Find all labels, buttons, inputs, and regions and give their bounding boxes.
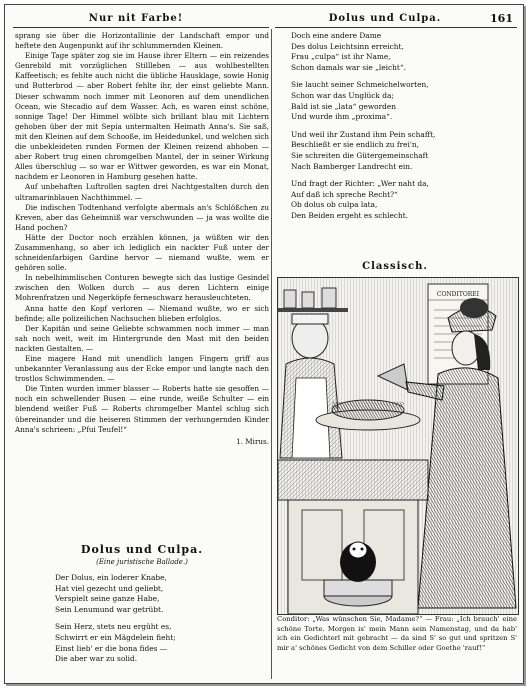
poem-line: Frau „culpa“ ist ihr Name, xyxy=(291,52,391,62)
story-paragraph: sprang sie über die Horizontallinie der Landschaft empor und heftete den Augenpunkt auf ihr schlummernden Kleinen. xyxy=(15,31,269,51)
poem-subtitle: (Eine juristische Ballade.) xyxy=(96,558,188,566)
poem-line: Und wurde ihm „proxima“. xyxy=(291,112,393,122)
story-paragraph: Eine magere Hand mit unendlich langen Fingern griff aus unbekannter Veranlassung aus der Ecke empor und langte nach den trostlos Schwimmenden. — xyxy=(15,354,269,384)
engraving-illustration xyxy=(277,277,519,615)
poem-line: Ob dolus ob culpa lata, xyxy=(291,200,378,210)
story-paragraph: Anna hatte den Kopf verloren — Niemand wußte, wo er sich befinde; alle polizeilichen Nachsuchen blieben erfolglos. xyxy=(15,303,269,323)
author-signature: 1. Mirus. xyxy=(236,436,269,446)
poem-line: Bald ist sie „lata“ geworden xyxy=(291,101,397,111)
illustration-title: Classisch. xyxy=(362,261,428,272)
story-paragraph: Die Tinten wurden immer blasser — Roberts hatte sie gesoffen — noch ein schwellender Busen — eine runde, weiße Schulter — ein blendend weißer Fuß — Roberts chromgelber Mantel schlug sich übereinander und die heiseren Stimmen der verhungernden Kinder Anna's schrieen: „Pfui Teufel!“ xyxy=(15,384,269,434)
poem-line: Einst lieb' er die bona fides — xyxy=(55,643,168,653)
poem-line: Der Dolus, ein loderer Knabe, xyxy=(55,573,167,582)
page-number: 161 xyxy=(490,12,513,25)
poem-line: Schon damals war sie „leicht“. xyxy=(291,62,406,72)
illustration-caption: Conditor: „Was wünschen Sie, Madame?“ — Frau: „Ich brauch' eine schöne Torte. Morgen is' mein Mann sein Namenstag, und da hab' ich ein Gedichterl mit gebracht — da sind S' so gut und spritzen S' mir a' schönes Gedicht von dem Schiller oder Goethe 'rauf!“ xyxy=(277,615,517,652)
story-column xyxy=(15,31,269,447)
poem-line: Verspielt seine ganze Habe, xyxy=(55,594,160,604)
story-paragraph: Der Kapitän und seine Geliebte schwammen noch immer — man sah noch weit, weit im Hintergrunde den Mast mit den beiden nackten Gestalten. — xyxy=(15,323,269,353)
poem-right-stanzas xyxy=(291,31,511,229)
story-paragraph: Hätte der Doctor noch erzählen können, ja wüßten wir den Zusammenhang, so aber ich lediglich ein nackter Fuß unter der schneidenfarbigen Gardine hervor — niemand wußte, wem er gehören solle. xyxy=(15,232,269,273)
poem-line: Und fragt der Richter: „Wer naht da, xyxy=(291,179,429,189)
shop-sign-text: CONDITOREI xyxy=(436,291,480,298)
poem-stanza xyxy=(291,31,511,73)
poem-stanza xyxy=(55,573,255,615)
poem-stanza xyxy=(291,80,511,122)
confectionery-scene-engraving xyxy=(278,278,518,614)
poem-title: Dolus und Culpa. xyxy=(80,543,204,556)
right-column-header: Dolus und Culpa. xyxy=(328,13,442,24)
story-paragraph: In nebelhimmlischen Conturen bewegte sich das lustige Gesindel zwischen den Wolken durch — aus deren Lichtern einige Mohrenfratzen und Negerköpfe ferneschwarz herausleuchteten. xyxy=(15,273,269,303)
poem-stanza xyxy=(291,179,511,221)
poem-line: Die aber war zu solid. xyxy=(55,654,138,664)
left-column-header: Nur nit Farbe! xyxy=(88,13,184,24)
poem-line: Beschließt er sie endlich zu frei'n, xyxy=(291,140,419,150)
right-header-rule xyxy=(275,27,517,28)
poem-line: Und weil ihr Zustand ihm Pein schafft, xyxy=(291,129,436,139)
poem-line: Sie schreiten die Gütergemeinschaft xyxy=(291,150,429,160)
left-header-rule xyxy=(13,27,269,28)
poem-line: Hat viel gezecht und geliebt, xyxy=(55,583,164,593)
poem-stanza xyxy=(291,130,511,172)
poem-line: Schon war das Unglück da; xyxy=(291,90,394,100)
poem-stanza xyxy=(55,622,255,664)
poem-line: Sein Lenumund war getrübt. xyxy=(55,604,164,614)
poem-line: Schwirrt er ein Mägdelein fieht; xyxy=(55,632,176,642)
column-divider xyxy=(271,29,272,679)
poem-left-stanzas xyxy=(55,573,255,672)
poem-line: Auf daß ich spreche Recht?“ xyxy=(291,189,398,199)
poem-line: Sein Herz, stets neu ergüht es, xyxy=(55,622,172,632)
poem-line: Nach Bamberger Landrecht ein. xyxy=(291,161,413,171)
story-paragraph: Auf unbehaften Luftrollen sagten drei Nachtgestalten durch den ultramarinblauen Nachthimmel. — xyxy=(15,182,269,202)
story-paragraph: Die indischen Todtenhand verfolgte abermals an's Schlößchen zu Kreven, aber das Geheimniß war verschwunden — ja was wollte die Hand pochen? xyxy=(15,202,269,232)
poem-line: Den Beiden ergeht es schlecht. xyxy=(291,210,409,220)
poem-line: Doch eine andere Dame xyxy=(291,31,382,40)
poem-line: Sie laucht seiner Schmeichelworten, xyxy=(291,80,429,90)
poem-line: Des dolus Leichtsinn erreicht, xyxy=(291,41,404,51)
newspaper-page xyxy=(4,4,524,684)
story-paragraph: Einige Tage später zog sie im Hause ihrer Eltern — ein reizendes Genrebild mit vorzüglichen Stillleben — aus wohlbestellten Kaffeetisch; es fehlte auch nicht die übliche Hausklage, sowie Honig und Butterbrod — aber Robert fehlte ihr, der einst geliebte Mann. Dieser schwamm noch immer mit Leonoren auf dem unendlichen Ocean, wie Stecadio auf dem Wasser. Ach, es waren einst schöne, sonnige Tage! Der Himmel wölbte sich brillant blau mit Lichtern gehoben über der mit Sepia untermalten Heimath Anna's. Sie saß, mit den Kleinen auf dem Schooße, im Heidedunkel, und welchen sich die unbekleideten runden Formen der Kleinen reizend abhoben — aber Robert trug einen chromgelben Mantel, der in seiner Wirkung Alles überschlug — so war er Wittwer geworden, es war ein Monat, nachdem er Leonoren in Hamburg gesehen hatte. xyxy=(15,51,269,182)
